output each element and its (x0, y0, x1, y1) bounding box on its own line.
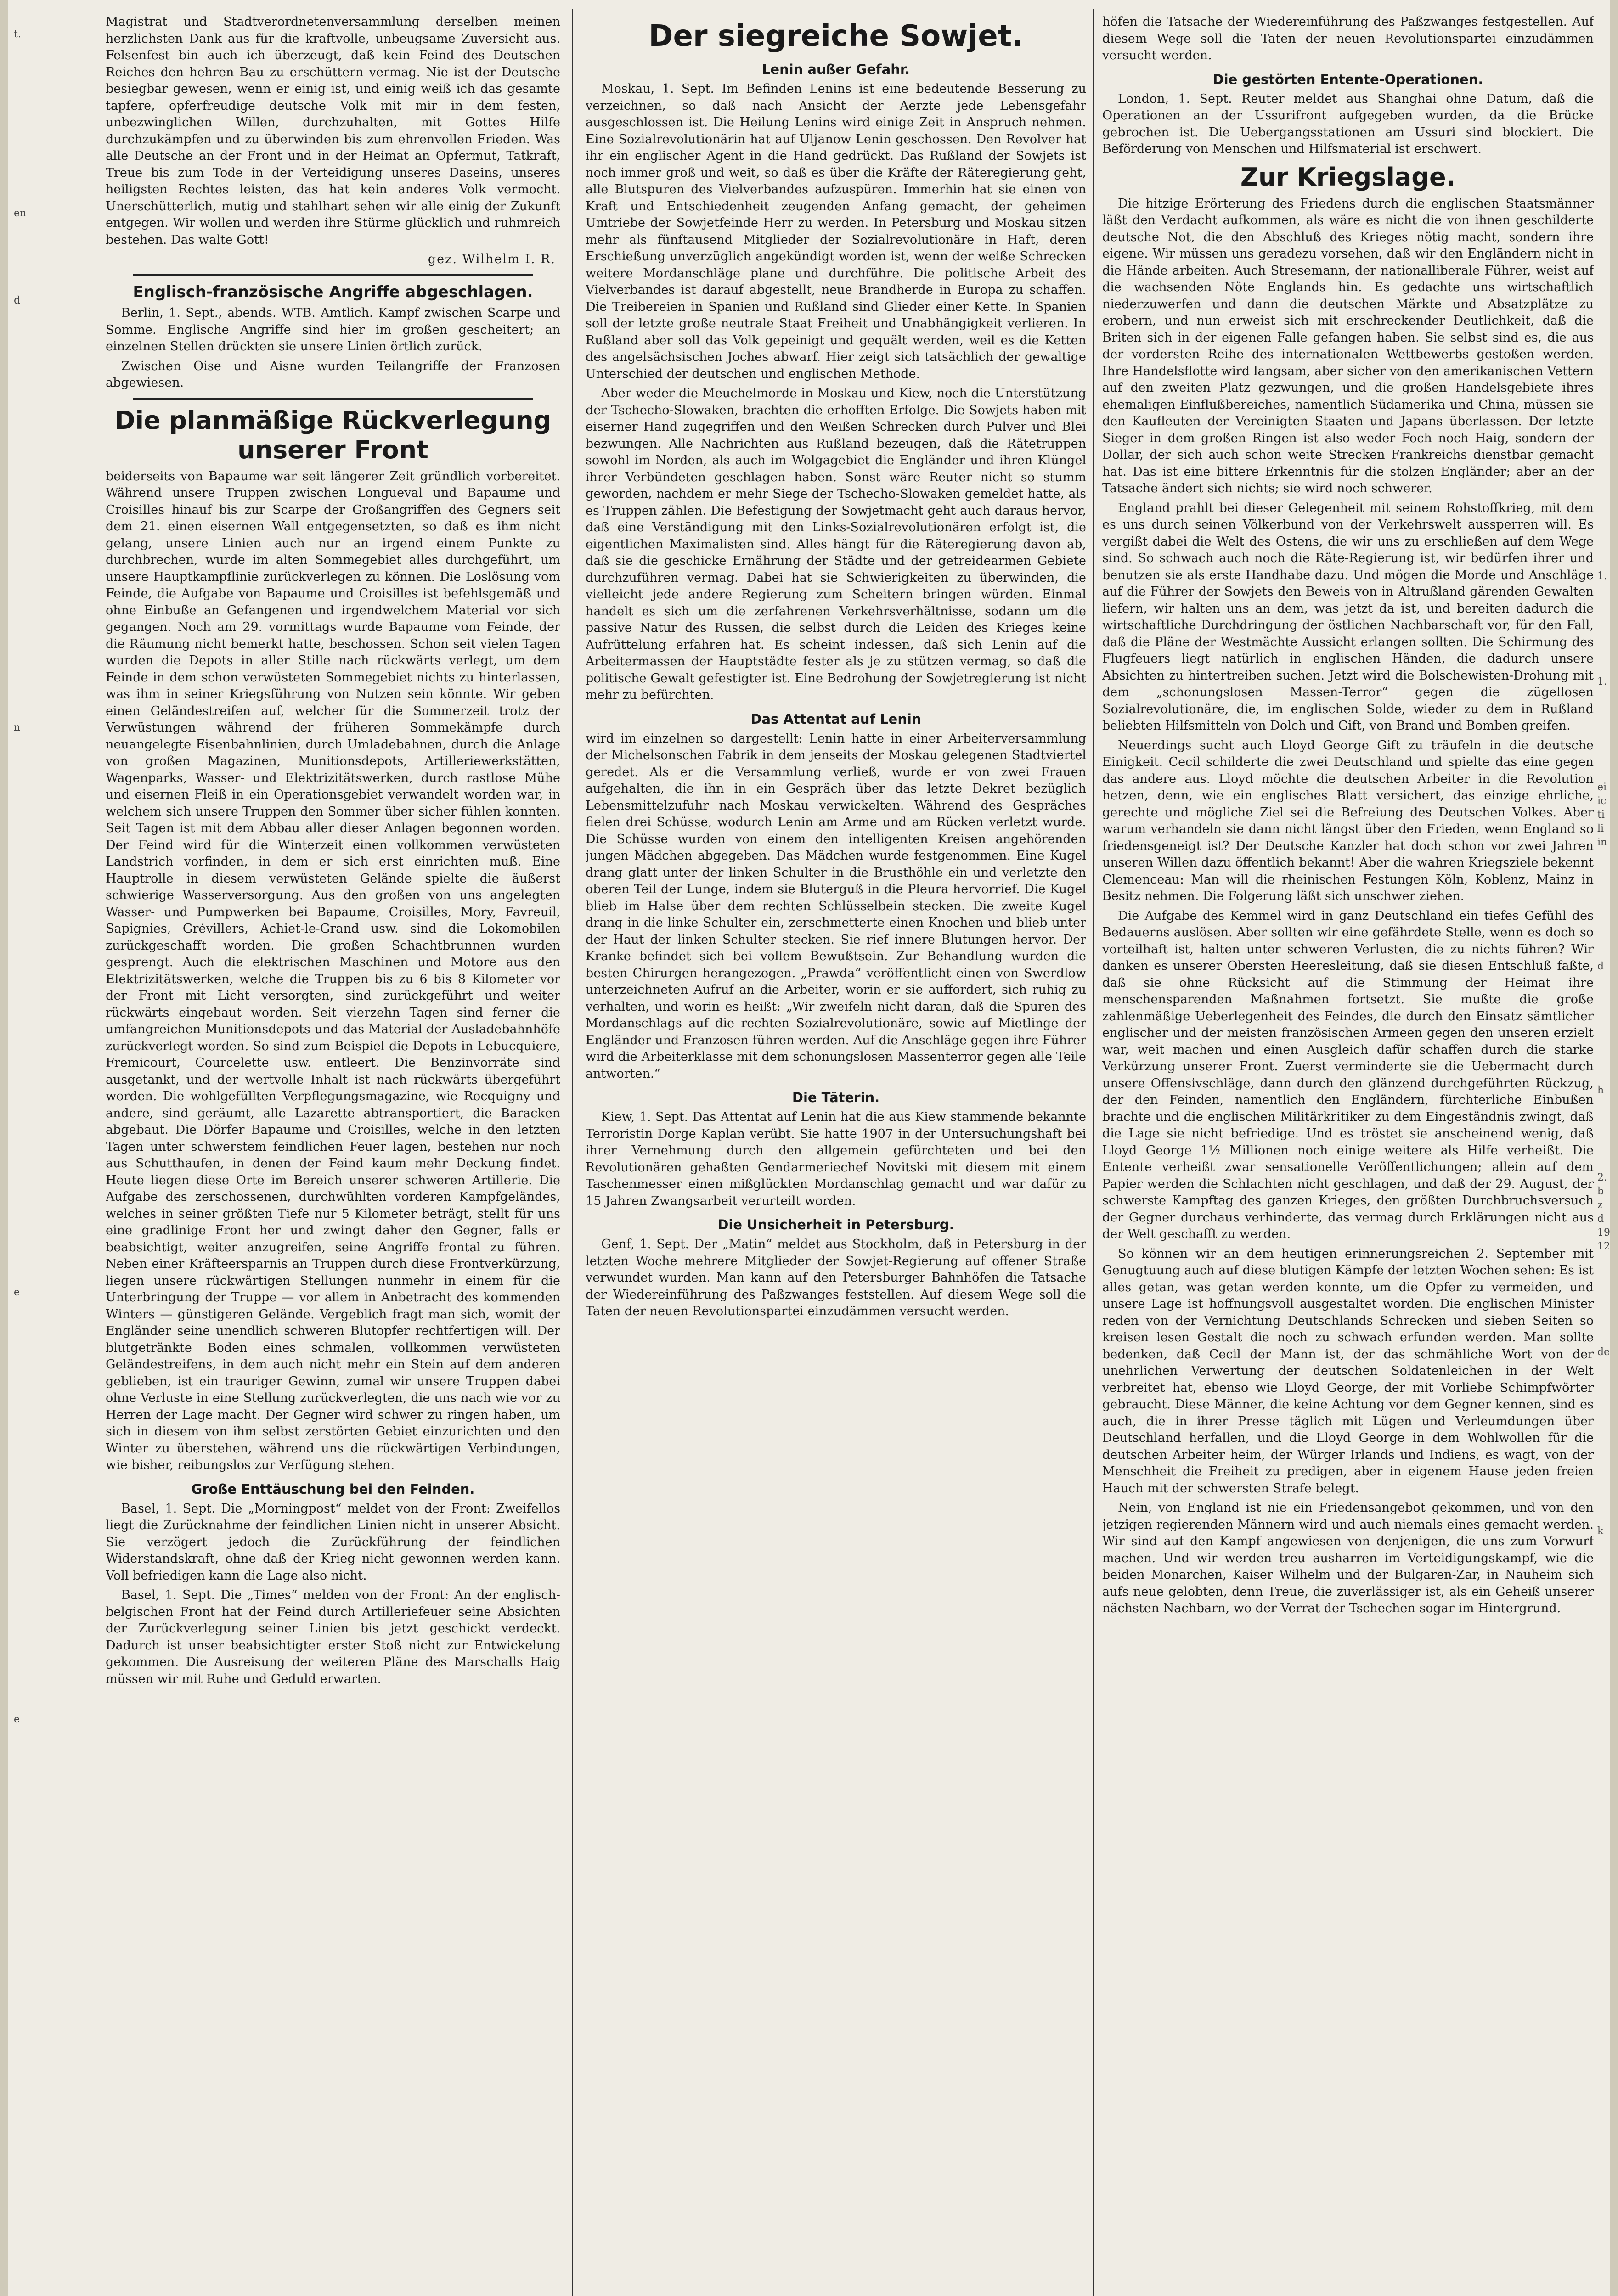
commentary-paragraph: Nein, von England ist nie ein Friedensangebot gekommen, und von den jetzigen regierenden Männern wird und auch niemals eines gemacht werden. Wir sind auf den Kampf angewiesen von denjenigen, die uns zum Vorwurf machen. Und wir werden treu ausharren im Verteidigungskampf, wie die beiden Monarchen, Kaiser Wilhelm und der Bulgaren-Zar, in Nauheim sich aufs neue gelobten, denn Treue, die zuverlässiger ist, als ein Geheiß unserer nächsten Nachbarn, wo der Verrat der Tschechen sogar im Hintergrund. (1102, 1501, 1594, 1615)
subhead-entente-operations: Die gestörten Entente-Operationen. (1212, 71, 1483, 87)
headline-war-situation: Zur Kriegslage. (1240, 162, 1456, 191)
right-edge-fragment: li (1597, 823, 1604, 834)
left-edge-fragment: e (14, 1714, 20, 1725)
column-3 (1102, 14, 1594, 2296)
headline-soviet: Der siegreiche Sowjet. (648, 19, 1023, 53)
right-edge-fragment: ic (1597, 795, 1607, 807)
news-paragraph: höfen die Tatsache der Wiedereinführung des Paßzwanges festgestellen. Auf diesem Wege soll die Taten der neuen Revolutionspartei einzudämmen versucht werden. (1102, 15, 1594, 62)
army-report-paragraph: Berlin, 1. Sept., abends. WTB. Amtlich. Kampf zwischen Scarpe und Somme. Englische Angriffe sind hier im großen gescheitert; an einzelnen Stellen drückten sie unsere Linien örtlich zurück. (106, 306, 560, 354)
news-paragraph: Basel, 1. Sept. Die „Morningpost“ meldet von der Front: Zweifellos liegt die Zurücknahme der feindlichen Linien nicht in unserer Absicht. Sie verzögert jedoch die Zurückführung der feindlichen Widerstandskraft, ohne daß der Krieg nicht gewonnen werden kann. Voll befriedigen kann die Lage also nicht. (106, 1501, 560, 1583)
right-edge-fragment: 2. (1597, 1172, 1607, 1183)
headline-enemy-disappointment: Große Enttäuschung bei den Feinden. (191, 1481, 475, 1497)
left-edge-fragment: e (14, 1287, 20, 1298)
commentary-paragraph: England prahlt bei dieser Gelegenheit mit seinem Rohstoffkrieg, mit dem es uns durch seinen Völkerbund von der Verkehrswelt aussperren will. Es vergißt dabei die Welt des Ostens, die wir uns zu erschließen auf dem Wege sind. So schwach auch noch die Räte-Regierung ist, wir bedürfen ihrer und benutzen sie als erste Handhabe dazu. Und mögen die Morde und Anschläge auf die Führer der Sowjets den Beweis von in Altrußland gärenden Gewalten liefern, wir halten uns an dem, was jetzt da ist, und bereiten dadurch die wirtschaftliche Durchdringung der östlichen Nachbarschaft vor, für den Fall, daß die Pläne der Westmächte Aussicht erlangen sollten. Die Schirmung des Flugfeuers liegt natürlich in englischen Händen, die dadurch unsere Absichten zu hintertreiben suchen. Jetzt wird die Bolschewisten-Drohung mit dem „schonungslosen Massen-Terror“ gegen die zügellosen Sozialrevolutionäre, die, im englischen Solde, wieder zu dem in Rußland beliebten Hilfsmitteln von Dolch und Gift, von Brand und Bomben greifen. (1102, 501, 1594, 733)
news-paragraph: Genf, 1. Sept. Der „Matin“ meldet aus Stockholm, daß in Petersburg in der letzten Woche mehrere Mitglieder der Sowjet-Regierung auf offener Straße verwundet wurden. Man kann auf den Petersburger Bahnhöfen die Tatsache der Wiedereinführung des Paßzwanges feststellen. Auf diesem Wege soll die Taten der neuen Revolutionspartei einzudämmen versucht werden. (586, 1237, 1086, 1318)
news-paragraph: Moskau, 1. Sept. Im Befinden Lenins ist eine bedeutende Besserung zu verzeichnen, so daß nach Ansicht der Aerzte jede Lebensgefahr ausgeschlossen ist. Die Heilung Lenins wird einige Zeit in Anspruch nehmen. Eine Sozialrevolutionärin hat auf Uljanow Lenin geschossen. Den Revolver hat ihr ein englischer Agent in die Hand gedrückt. Das Rußland der Sowjets ist noch immer groß und weit, so daß es über die Kräfte der Räteregierung geht, alle Blutspuren des Vielverbandes aufzuspüren. Immerhin hat sie einen von Kraft und Entschiedenheit zeugenden Anfang gemacht, der geheimen Umtriebe der Sowjetfeinde Herr zu werden. In Petersburg und Moskau sitzen mehr als fünftausend Mitglieder der Sozialrevolutionäre in Haft, deren Erschießung unverzüglich angekündigt worden ist, wenn der weiße Schrecken weitere Mordanschläge plane und durchführe. Die politische Arbeit des Vielverbandes ist darauf abgestellt, neue Brandherde in Europa zu schaffen. Die Treibereien in Spanien und Rußland sind Glieder einer Kette. In Spanien soll der letzte große neutrale Staat Freiheit und Unabhängigkeit verlieren. In Rußland aber soll das Volk gepeinigt und gequält werden, weil es die Ketten des angelsächsischen Joches abwarf. Hier zeigt sich tatsächlich der gewaltige Unterschied der deutschen und englischen Methode. (586, 82, 1086, 381)
commentary-paragraph: Die hitzige Erörterung des Friedens durch die englischen Staatsmänner läßt den Verdacht aufkommen, als wäre es nicht die von ihnen geschilderte deutsche Not, die den Abschluß des Krieges nötig macht, sondern ihre eigene. Wir müssen uns geradezu vorsehen, daß wir den Engländern nicht in die Hände arbeiten. Auch Stresemann, der nationalliberale Führer, weist auf die wachsenden Nöte Englands hin. Es gedachte uns wirtschaftlich niederzuwerfen und dann die deutschen Märkte und Absatzplätze zu erobern, und nun erweist sich mit erschreckender Deutlichkeit, daß die Briten sich in der eigenen Falle gefangen haben. Sie selbst sind es, die aus der vordersten Reihe des internationalen Wettbewerbs gestoßen werden. Ihre Handelsflotte wird langsam, aber sicher von den amerikanischen Vettern auf den zweiten Platz gezwungen, und die großen Handelsgebiete ihres ehemaligen Einflußbereiches, namentlich Südamerika und China, müssen sie den Kaufleuten der Vereinigten Staaten und Japans überlassen. Der letzte Sieger in dem großen Ringen ist also weder Foch noch Haig, sondern der Dollar, der sich auch schon weite Strecken Frankreichs dienstbar gemacht hat. Das ist eine bittere Erkenntnis für die stolzen Engländer; aber an der Tatsache ändert sich nichts; sie wird noch schwerer. (1102, 196, 1594, 495)
left-edge-fragment: n (14, 722, 21, 733)
news-paragraph: Kiew, 1. Sept. Das Attentat auf Lenin hat die aus Kiew stammende bekannte Terroristin Dorge Kaplan verübt. Sie hatte 1907 in der Untersuchungshaft bei ihrer Vernehmung durch den allgemein gefürchteten und bei den Revolutionären gehaßten Gendarmeriechef Novitski mit diesem mit einem Taschenmesser einen mißglückten Mordanschlag gemacht und war dafür zu 15 Jahren Zwangsarbeit verurteilt worden. (586, 1110, 1086, 1208)
right-edge-fragment: k (1597, 1525, 1604, 1537)
column-1 (106, 14, 560, 2296)
left-edge-fragment: d (14, 295, 21, 306)
right-edge-fragment: 1. (1597, 676, 1607, 687)
right-edge-fragment: ti (1597, 809, 1605, 821)
divider (133, 398, 533, 400)
news-paragraph: Aber weder die Meuchelmorde in Moskau und Kiew, noch die Unterstützung der Tschecho-Slowaken, brachten die erhofften Erfolge. Die Sowjets haben mit eiserner Hand zugegriffen und den Weißen Schrecken durch Pulver und Blei bezwungen. Alle Nachrichten aus Rußland bezeugen, daß die Rätetruppen sowohl im Norden, als auch im Wolgagebiet die Engländer und ihren Klüngel ihrer Verbündeten geschlagen haben. Sonst wäre Reuter nicht so stumm geworden, nachdem er mehr Siege der Tschecho-Slowaken gemeldet hatte, als es Truppen zählen. Die Befestigung der Sowjetmacht geht auch daraus hervor, daß eine Verständigung mit den Links-Sozialrevolutionären erfolgt ist, die eigentlichen Maximalisten sind. Alles hängt für die Räteregierung davon ab, daß sie die geschicke Ernährung der Städte und der getreidearmen Gebiete durchzuführen vermag. Dabei hat sie Schwierigkeiten zu überwinden, die vielleicht jede andere Regierung zum Scheitern bringen würden. Einmal handelt es sich um die zerfahrenen Verkehrsverhältnisse, sodann um die passive Natur des Russen, die selbst durch die Leiden des Krieges keine Aufrüttelung erfahren hat. Es scheint indessen, daß sich Lenin auf die Arbeitermassen der Hauptstädte fester als je zu stützen vermag, so daß die politische Gewalt gefestigter ist. Eine Bedrohung der Sowjetregierung ist nicht mehr zu befürchten. (586, 386, 1086, 702)
signature: gez. Wilhelm I. R. (428, 252, 556, 266)
right-edge-fragment: de (1597, 1346, 1610, 1358)
right-edge-fragment: in (1597, 837, 1607, 848)
column-rule (572, 9, 573, 2296)
left-edge-fragment: en (14, 208, 27, 219)
news-paragraph: wird im einzelnen so dargestellt: Lenin hatte in einer Arbeiterversammlung der Michelsonschen Fabrik in dem jenseits der Moskau gelegenen Stadtviertel geredet. Als er die Versammlung verließ, wurde er von zwei Frauen aufgehalten, die ihn in ein Gespräch über das letzte Dekret bezüglich Lebensmittelzufuhr nach Moskau verwickelten. Während des Gespräches fielen drei Schüsse, wodurch Lenin am Arme und am Rücken verletzt wurde. Die Schüsse wurden von einem den intelligenten Kreisen angehörenden jungen Mädchen abgegeben. Das Mädchen wurde festgenommen. Eine Kugel drang glatt unter der linken Schulter in die Brusthöhle ein und verletzte den oberen Teil der Lunge, indem sie Bluterguß in die Pleura hervorrief. Die Kugel blieb im Halse über dem rechten Schlüsselbein stecken. Die zweite Kugel drang in die linke Schulter ein, zerschmetterte einen Knochen und blieb unter der Haut der linken Schulter stecken. Sie rief innere Blutungen hervor. Der Kranke befindet sich bei vollem Bewußtsein. Zur Behandlung wurden die besten Chirurgen herangezogen. „Prawda“ veröffentlicht einen von Swerdlow unterzeichneten Aufruf an die Arbeiter, worin er sie auffordert, sich ruhig zu verhalten, und worin es heißt: „Wir zweifeln nicht daran, daß die Spuren des Mordanschlags auf die rechten Sozialrevolutionäre, sowie auf Mietlinge der Engländer und Franzosen führen werden. Auf die Anschläge gegen ihre Führer wird die Arbeiterklasse mit dem schonungslosen Massenterror gegen alle Teile antworten.“ (586, 731, 1086, 1081)
right-edge-fragment: h (1597, 1085, 1604, 1096)
subhead-petersburg: Die Unsicherheit in Petersburg. (717, 1217, 954, 1232)
news-paragraph: London, 1. Sept. Reuter meldet aus Shanghai ohne Datum, daß die Operationen an der Ussurifront aufgegeben wurden, da die Brücke gebrochen ist. Die Uebergangsstationen am Ussuri sind blockiert. Die Beförderung von Menschen und Hilfsmaterial ist erschwert. (1102, 91, 1594, 156)
left-edge-fragments (14, 28, 41, 1727)
army-report-paragraph: Zwischen Oise und Aisne wurden Teilangriffe der Franzosen abgewiesen. (106, 359, 560, 390)
subhead-perpetrator: Die Täterin. (792, 1090, 880, 1105)
right-edge-fragment: d (1597, 961, 1604, 972)
subhead-attack-on-lenin: Das Attentat auf Lenin (750, 711, 921, 727)
withdrawal-article-text: beiderseits von Bapaume war seit längerer Zeit gründlich vorbereitet. Während unsere Truppen zwischen Longueval und Bapaume und Croisilles hinauf bis zur Scarpe der Großangriffen des Gegners seit dem 21. einen eisernen Wall entgegensetzten, so daß es ihm nicht gelang, unsere Linien auch nur an irgend einem Punkte zu durchbrechen, wurde im alten Sommegebiet alles durchgeführt, um unsere Hauptkampflinie zurückverlegen zu können. Die Loslösung vom Feinde, die Aufgabe von Bapaume und Croisilles ist befehlsgemäß und ohne Einbuße an Gefangenen und irgendwelchem Material vor sich gegangen. Noch am 29. vormittags wurde Bapaume vom Feinde, der die Räumung nicht bemerkt hatte, beschossen. Schon seit vielen Tagen wurden die Depots in aller Stille nach rückwärts verlegt, um dem Feinde in dem schon verwüsteten Sommegebiet nichts zu hinterlassen, was ihm in seiner Kriegsführung von Nutzen sein könnte. Wir geben einen Geländestreifen auf, welcher für die Sommerzeit trotz der Verwüstungen während der früheren Sommekämpfe durch neuangelegte Eisenbahnlinien, durch Umladebahnen, durch die Anlage von großen Magazinen, Munitionsdepots, Artilleriewerkstätten, Wagenparks, Wasser- und Elektrizitätswerken, durch rastlose Mühe und eisernen Fleiß in ein Operationsgebiet verwandelt worden war, in welchem sich unsere Truppen den Sommer über sicher fühlen konnten. Seit Tagen ist mit dem Abbau aller dieser Anlagen begonnen worden. Der Feind wird für die Winterzeit einen vollkommen verwüsteten Landstrich vorfinden, in dem er sich erst einrichten muß. Eine Hauptrolle in diesem verwüsteten Gelände spielte die äußerst schwierige Wasserversorgung. Aus den großen von uns angelegten Wasser- und Pumpwerken bei Bapaume, Croisilles, Mory, Favreuil, Sapignies, Grévillers, Achiet-le-Grand usw. sind die Lokomobilen zurückgeschafft worden. Die großen Schachtbrunnen wurden gesprengt. Auch die elektrischen Maschinen und Motore aus den Elektrizitätswerken, welche die Truppen bis zu 6 bis 8 Kilometer vor der Front mit Licht versorgten, sind zurückgeführt und weiter rückwärts eingebaut worden. Seit vierzehn Tagen sind ferner die umfangreichen Munitionsdepots und das Material der Ausladebahnhöfe zurückverlegt worden. So sind zum Beispiel die Depots in Lebucquiere, Fremicourt, Courcelette usw. entleert. Die Benzinvorräte sind ausgetankt, und der wertvolle Inhalt ist nach rückwärts übergeführt worden. Die wohlgefüllten Verpflegungsmagazine, wie Rocquigny und andere, sind geräumt, alle Lazarette abtransportiert, die Baracken abgebaut. Die Dörfer Bapaume und Croisilles, welche in den letzten Tagen unter schwerstem feindlichen Feuer lagen, bestehen nur noch aus Schutthaufen, in denen der Feind kaum mehr Deckung findet. Heute liegen diese Orte im Bereich unserer schweren Artillerie. Die Aufgabe des zerschossenen, durchwühlten vorderen Kampfgeländes, welches in seiner größten Tiefe nur 5 Kilometer beträgt, stellt für uns eine gradlinige Front her und zwingt daher den Gegner, falls er beabsichtigt, weiter anzugreifen, seine Angriffe frontal zu führen. Neben einer Kräfteersparnis an Truppen durch diese Frontverkürzung, liegen unsere rückwärtigen Stellungen nunmehr in einem für die Unterbringung der Truppe — vor allem in Anbetracht des kommenden Winters — günstigeren Gelände. Vergeblich fragt man sich, womit der Engländer seine unendlich schweren Blutopfer rechtfertigen will. Der blutgetränkte Boden eines schmalen, vollkommen verwüsteten Geländestreifens, in dem auch nicht mehr ein Stein auf dem anderen geblieben, ist ein trauriger Gewinn, zumal wir unsere Truppen dabei ohne Verluste in eine Stellung zurückverlegten, die uns nach wie vor zu Herren der Lage macht. Der Gegner wird schwer zu ringen haben, um sich in diesem von ihm selbst zerstörten Gebiet einzurichten und den Winter zu überstehen, während uns die rückwärtigen Verbindungen, wie bisher, reibungslos zur Verfügung stehen. (106, 469, 560, 1472)
right-edge-fragments (1597, 18, 1616, 1538)
left-page-edge (0, 0, 8, 2296)
news-paragraph: Basel, 1. Sept. Die „Times“ melden von der Front: An der englisch-belgischen Front hat der Feind durch Artilleriefeuer seine Absichten der Zurückverlegung seiner Linien bis jetzt geschickt verdeckt. Dadurch ist unser beabsichtigter erster Stoß nicht zur Entwickelung gekommen. Die Ausreisung der weiteren Pläne des Marschalls Haig müssen wir mit Ruhe und Geduld erwarten. (106, 1588, 560, 1686)
column-2 (586, 14, 1086, 2296)
right-edge-fragment: d (1597, 1213, 1604, 1225)
subhead-lenin-safe: Lenin außer Gefahr. (761, 62, 910, 77)
column-rule (1093, 9, 1094, 2296)
right-edge-fragment: b (1597, 1186, 1604, 1197)
right-edge-fragment: z (1597, 1199, 1603, 1211)
right-edge-fragment: 19 (1597, 1227, 1610, 1238)
commentary-paragraph: So können wir an dem heutigen erinnerungsreichen 2. September mit Genugtuung auch auf diese blutigen Kämpfe der letzten Wochen sehen: Es ist alles getan, was getan werden konnte, um die Opfer zu vermeiden, und unsere Lage ist hoffnungsvoll ausgestaltet worden. Die englischen Minister reden von der Vernichtung Deutschlands Schrecken und sieben Seiten so kreisen lesen Gestalt die noch zu schwach erfunden werden. Man sollte bedenken, daß Cecil der Mann ist, der das schmähliche Wort von der unehrlichen Verwertung der deutschen Soldatenleichen in der Welt verbreitet hat, ebenso wie Lloyd George, der mit Vorliebe Schimpfwörter gebraucht. Diese Männer, die keine Achtung vor dem Gegner kennen, sind es auch, die in ihrer Presse täglich mit Lügen und Verleumdungen über Deutschland herfallen, und die Lloyd George in dem Wohlwollen für die deutschen Arbeiter heim, der Würger Irlands und Indiens, es wagt, von der Menschheit die Freiheit zu predigen, aber in eigenem Hause jeden freien Hauch mit der schwersten Strafe belegt. (1102, 1246, 1594, 1496)
right-edge-fragment: 1. (1597, 570, 1607, 582)
headline-front-withdrawal: Die planmäßige Rückverlegung unserer Front (114, 405, 552, 464)
kaiser-telegram-text: Magistrat und Stadtverordnetenversammlung derselben meinen herzlichsten Dank aus für die kraftvolle, unbeugsame Zuversicht aus. Felsenfest bin auch ich überzeugt, daß kein Feind des Deutschen Reiches den hehren Bau zu erschüttern vermag. Nie ist der Deutsche besiegbar gewesen, wenn er einig ist, und einig weiß ich das gesamte tapfere, opferfreudige deutsche Volk mit mir in dem festen, unbezwinglichen Willen, durchzuhalten, mit Gottes Hilfe durchzukämpfen und zu überwinden bis zum ehrenvollen Frieden. Was alle Deutsche an der Front und in der Heimat an Opfermut, Tatkraft, Treue bis zum Tode in der Verteidigung unseres Daseins, unseres heiligsten Rechtes leisten, das hat kein anderes Volk vermocht. Unerschütterlich, mutig und stahlhart sehen wir alle einig der Zukunft entgegen. Wir wollen und werden ihre Stürme glücklich und ruhmreich bestehen. Das walte Gott! (106, 15, 560, 247)
right-edge-fragment: 12 (1597, 1241, 1610, 1252)
right-edge-fragment: ei (1597, 782, 1607, 793)
commentary-paragraph: Neuerdings sucht auch Lloyd George Gift zu träufeln in die deutsche Einigkeit. Cecil schilderte die zwei Deutschland und spielte das eine gegen das andere aus. Lloyd möchte die deutschen Arbeiter in die Revolution hetzen, denn, wie ein englisches Blatt versichert, das einzige ehrliche, gerechte und mögliche Ziel sei die Befreiung des Deutschen Volkes. Aber warum verhandeln sie dann nicht längst über den Frieden, wenn England so friedensgeneigt ist? Der Deutsche Kanzler hat doch schon vor zwei Jahren unseren Willen dazu öffentlich bekannt! Aber die wahren Kriegsziele bekennt Clemenceau: Man will die rheinischen Festungen Köln, Koblenz, Mainz in Besitz nehmen. Die Folgerung läßt sich unschwer ziehen. (1102, 738, 1594, 903)
left-edge-fragment: t. (14, 28, 21, 40)
commentary-paragraph: Die Aufgabe des Kemmel wird in ganz Deutschland ein tiefes Gefühl des Bedauerns auslösen. Aber sollten wir eine gefährdete Stelle, wenn es doch so vorteilhaft ist, halten unter schweren Verlusten, die zu nichts führen? Wir danken es unserer Obersten Heeresleitung, daß sie diesen Entschluß faßte, daß sie ohne Rücksicht auf die Stimmung der Heimat ihre menschensparenden Maßnahmen fortsetzt. Sie mußte die große zahlenmäßige Ueberlegenheit des Feindes, die durch den Einsatz sämtlicher englischer und der meisten französischen Armeen gegen den unseren erzielt war, weit machen und einen Ausgleich dafür schaffen durch die starke Verkürzung unserer Front. Zuerst verminderte sie die Uebermacht durch unsere Offensivschläge, dann durch den glänzend durchgeführten Rückzug, der den Feinden, namentlich den Engländern, fürchterliche Einbußen brachte und die englischen Militärkritiker zu dem Eingeständnis zwingt, daß die Lage sie nicht befriedige. Und es tröstet sie anscheinend wenig, daß Lloyd George 1½ Millionen noch einige weitere als Hilfe verheißt. Die Entente verheißt zwar sensationelle Veröffentlichungen; allein auf dem Papier werden die Schlachten nicht geschlagen, und daß der 29. August, der schwerste Kampftag des ganzen Krieges, den größten Durchbruchsversuch der Gegner durchaus verhinderte, das vermag durch Erklärungen nicht aus der Welt geschafft zu werden. (1102, 908, 1594, 1241)
divider (133, 274, 533, 276)
headline-attacks-repelled: Englisch-französische Angriffe abgeschlagen. (133, 283, 533, 301)
